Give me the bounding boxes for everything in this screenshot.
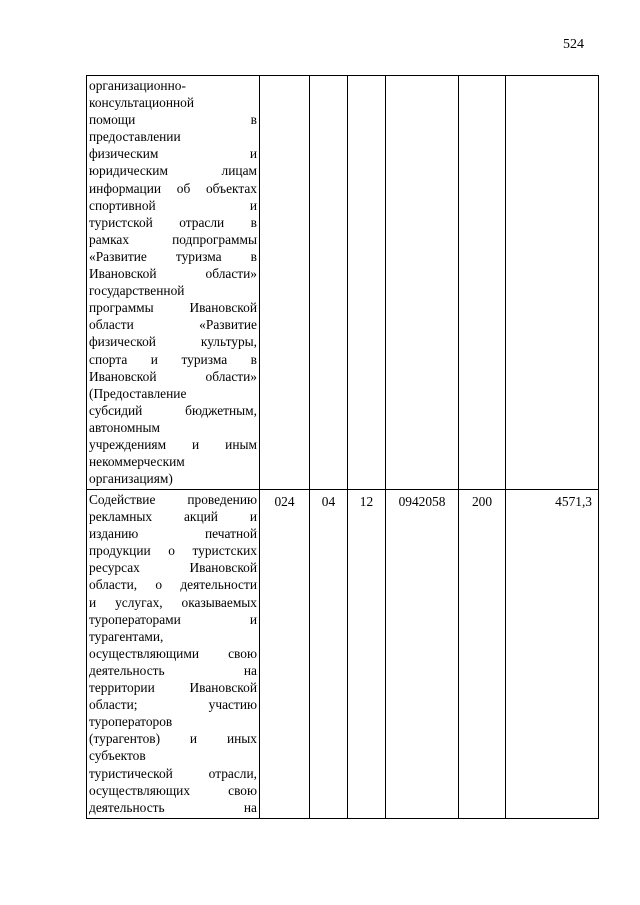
description-line: турагентами, <box>89 628 164 644</box>
description-line: Ивановской области» <box>89 266 257 282</box>
description-line: рамках подпрограммы <box>89 231 257 247</box>
description-line: туристской отрасли в <box>89 214 257 230</box>
target-article-code <box>386 76 459 490</box>
description-line: туроператоров <box>89 714 173 730</box>
description-line: туроператорами и <box>89 611 257 627</box>
description-line: автономным <box>89 419 161 435</box>
section-code: 04 <box>310 490 348 819</box>
table-row <box>87 490 599 819</box>
description-line: помощи в <box>89 112 257 128</box>
target-article-code: 0942058 <box>386 490 459 819</box>
description-line: продукции о туристских <box>89 543 257 559</box>
description-line: «Развитие туризма в <box>89 248 257 264</box>
subsection-code <box>348 76 386 490</box>
description-line: и услугах, оказываемых <box>89 594 257 610</box>
description-line: субъектов <box>89 748 146 764</box>
description-line: ресурсах Ивановской <box>89 560 257 576</box>
expense-type-code: 200 <box>459 490 506 819</box>
page-number: 524 <box>563 37 584 52</box>
description-line: (Предоставление <box>89 385 187 401</box>
amount <box>506 76 599 490</box>
description-line: спорта и туризма в <box>89 351 257 367</box>
description-line: информации об объектах <box>89 180 257 196</box>
description-line: области; участию <box>89 697 257 713</box>
description-line: изданию печатной <box>89 526 257 542</box>
description-line: юридическим лицам <box>89 163 257 179</box>
subsection-code: 12 <box>348 490 386 819</box>
description-line: консультационной <box>89 95 195 111</box>
description-line: программы Ивановской <box>89 300 257 316</box>
description-line: области «Развитие <box>89 317 257 333</box>
description-line: (турагентов) и иных <box>89 731 257 747</box>
description-line: деятельность на <box>89 662 257 678</box>
description-line: физической культуры, <box>89 334 257 350</box>
table-row <box>87 76 599 490</box>
expense-type-code <box>459 76 506 490</box>
description-line: Содействие проведению <box>89 492 257 507</box>
row-description <box>87 490 260 819</box>
description-line: деятельность на <box>89 799 257 815</box>
description-line: осуществляющих свою <box>89 782 257 798</box>
ministry-code <box>260 76 310 490</box>
ministry-code: 024 <box>260 490 310 819</box>
description-line: спортивной и <box>89 197 257 213</box>
description-line: физическим и <box>89 146 257 162</box>
amount: 4571,3 <box>506 490 599 819</box>
description-line: субсидий бюджетным, <box>89 402 257 418</box>
description-line: Ивановской области» <box>89 368 257 384</box>
description-line: организациям) <box>89 471 173 487</box>
description-line: осуществляющими свою <box>89 645 257 661</box>
description-line: государственной <box>89 283 185 299</box>
section-code <box>310 76 348 490</box>
budget-table <box>86 75 599 819</box>
description-line: учреждениям и иным <box>89 436 257 452</box>
description-line: туристической отрасли, <box>89 765 257 781</box>
description-line: некоммерческим <box>89 454 185 470</box>
row-description <box>87 76 260 490</box>
description-line: области, о деятельности <box>89 577 257 593</box>
description-line: территории Ивановской <box>89 680 257 696</box>
description-line: предоставлении <box>89 129 181 145</box>
description-line: организационно- <box>89 78 186 93</box>
description-line: рекламных акций и <box>89 509 257 525</box>
